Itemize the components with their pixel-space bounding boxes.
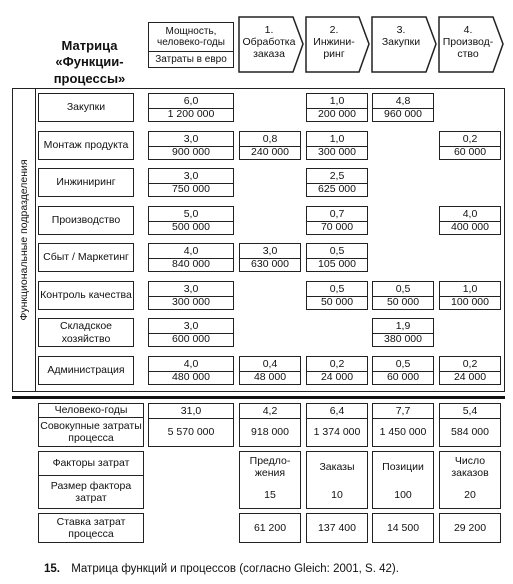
summary-label-box — [38, 403, 144, 447]
department-process-cell — [239, 131, 301, 160]
department-process-cell-bottom: 300 000 — [318, 146, 356, 159]
department-process-cell-bottom: 630 000 — [251, 258, 289, 271]
department-process-cell-top: 1,0 — [440, 282, 500, 297]
process-num-4: 4. — [463, 24, 473, 36]
department-total-cell-top: 3,0 — [149, 169, 233, 184]
summary-cell — [439, 403, 501, 447]
department-total-cell-bottom: 900 000 — [172, 146, 210, 159]
department-process-cell-top: 0,8 — [240, 132, 300, 147]
department-total-cell-top: 4,0 — [149, 357, 233, 372]
driver-cell — [239, 451, 301, 509]
department-process-cell-top: 0,2 — [440, 132, 500, 147]
department-process-cell — [306, 356, 368, 385]
department-process-cell — [239, 243, 301, 272]
department-total-cell — [148, 243, 234, 272]
process-name-1: Обработка заказа — [242, 36, 296, 61]
department-process-cell — [439, 281, 501, 310]
total-costs-label: Совокупные затраты процесса — [40, 419, 142, 444]
department-process-cell-bottom: 50 000 — [386, 296, 420, 309]
department-total-cell-bottom: 750 000 — [172, 183, 210, 196]
department-total-cell-bottom: 600 000 — [172, 333, 210, 346]
department-process-cell-bottom: 380 000 — [384, 333, 422, 346]
rate-label: Ставка затрат процесса — [56, 515, 126, 540]
department-process-cell-bottom: 24 000 — [320, 371, 354, 384]
department-total-cell-top: 3,0 — [149, 319, 233, 334]
department-process-cell-top: 1,9 — [373, 319, 433, 334]
driver-cell — [439, 451, 501, 509]
header-key-costs: Затраты в евро — [155, 53, 227, 65]
department-process-cell-bottom: 400 000 — [451, 221, 489, 234]
total-costs-value: 5 570 000 — [167, 426, 215, 438]
figure-caption — [44, 563, 504, 575]
department-total-cell-top: 6,0 — [149, 94, 233, 109]
process-label-4 — [440, 24, 496, 60]
department-label: Складское хозяйство — [38, 318, 134, 347]
process-label-2 — [306, 24, 362, 60]
rate-value: 29 200 — [439, 513, 501, 543]
department-total-cell-bottom: 840 000 — [172, 258, 210, 271]
factor-size-value: 20 — [464, 489, 476, 501]
cost-factor-value: Число заказов — [451, 454, 489, 479]
department-process-cell — [439, 356, 501, 385]
department-process-cell — [306, 131, 368, 160]
department-total-cell-top: 3,0 — [149, 282, 233, 297]
department-total-cell — [148, 168, 234, 197]
total-costs-value: 1 450 000 — [379, 426, 427, 438]
department-process-cell — [439, 206, 501, 235]
department-label: Инжиниринг — [38, 168, 134, 197]
department-total-cell-bottom: 1 200 000 — [167, 108, 215, 121]
factor-size-value: 15 — [264, 489, 276, 501]
summary-cell — [306, 403, 368, 447]
department-process-cell — [306, 168, 368, 197]
department-process-cell — [306, 206, 368, 235]
process-num-1: 1. — [264, 24, 274, 36]
department-process-cell — [372, 318, 434, 347]
department-process-cell — [372, 281, 434, 310]
department-process-cell-bottom: 625 000 — [318, 183, 356, 196]
department-process-cell-top: 4,8 — [373, 94, 433, 109]
department-process-cell — [306, 281, 368, 310]
department-total-cell-top: 5,0 — [149, 207, 233, 222]
total-costs-value: 918 000 — [251, 426, 289, 438]
department-label: Сбыт / Маркетинг — [38, 243, 134, 272]
person-years-value: 31,0 — [149, 404, 233, 419]
cost-factor-value: Заказы — [319, 460, 355, 473]
department-total-cell-bottom: 480 000 — [172, 371, 210, 384]
header-key-capacity: Мощность, человеко-годы — [149, 23, 233, 52]
department-process-cell-bottom: 960 000 — [384, 108, 422, 121]
department-process-cell-top: 0,7 — [307, 207, 367, 222]
department-total-cell-top: 3,0 — [149, 132, 233, 147]
department-label: Монтаж продукта — [38, 131, 134, 160]
process-label-3 — [373, 24, 429, 48]
department-process-cell-top: 0,4 — [240, 357, 300, 372]
department-process-cell-bottom: 60 000 — [386, 371, 420, 384]
process-num-2: 2. — [329, 24, 339, 36]
department-process-cell-bottom: 24 000 — [453, 371, 487, 384]
department-total-cell-bottom: 300 000 — [172, 296, 210, 309]
summary-cell — [372, 403, 434, 447]
person-years-value: 6,4 — [307, 404, 367, 419]
department-process-cell-bottom: 200 000 — [318, 108, 356, 121]
title-line1: Матрица — [61, 38, 118, 53]
caption-number: 15. — [44, 563, 60, 575]
department-process-cell — [372, 93, 434, 122]
department-process-cell-top: 0,5 — [373, 282, 433, 297]
department-process-cell-bottom: 48 000 — [253, 371, 287, 384]
drivers-label-box — [38, 451, 144, 509]
person-years-value: 4,2 — [240, 404, 300, 419]
department-total-cell — [148, 93, 234, 122]
department-process-cell-top: 4,0 — [440, 207, 500, 222]
driver-cell — [306, 451, 368, 509]
factor-size-value: 10 — [331, 489, 343, 501]
department-total-cell — [148, 281, 234, 310]
department-process-cell-bottom: 105 000 — [318, 258, 356, 271]
department-process-cell-bottom: 50 000 — [320, 296, 354, 309]
department-process-cell — [439, 131, 501, 160]
factor-size-label: Размер фактора затрат — [50, 479, 132, 504]
process-label-1 — [240, 24, 298, 60]
section-separator — [12, 396, 505, 399]
department-process-cell-top: 0,5 — [307, 282, 367, 297]
side-label: Функциональные подразделения — [18, 159, 30, 321]
department-process-cell — [306, 243, 368, 272]
department-process-cell-top: 0,5 — [373, 357, 433, 372]
person-years-label: Человеко-годы — [39, 404, 143, 418]
department-total-cell — [148, 318, 234, 347]
rate-value: 137 400 — [306, 513, 368, 543]
total-costs-value: 1 374 000 — [313, 426, 361, 438]
department-process-cell-top: 3,0 — [240, 244, 300, 259]
department-total-cell-top: 4,0 — [149, 244, 233, 259]
summary-cell — [148, 403, 234, 447]
process-name-3: Закупки — [381, 36, 421, 49]
department-process-cell-bottom: 100 000 — [451, 296, 489, 309]
cost-factor-label: Факторы затрат — [39, 452, 143, 476]
department-total-cell — [148, 131, 234, 160]
department-process-cell-top: 0,5 — [307, 244, 367, 259]
department-total-cell — [148, 356, 234, 385]
department-process-cell-top: 0,2 — [440, 357, 500, 372]
rate-label-box — [38, 513, 144, 543]
summary-cell — [239, 403, 301, 447]
department-process-cell-bottom: 70 000 — [320, 221, 354, 234]
department-process-cell-top: 1,0 — [307, 94, 367, 109]
title-line2: «Функции-процессы» — [53, 54, 126, 86]
process-num-3: 3. — [396, 24, 406, 36]
factor-size-value: 100 — [394, 489, 412, 501]
cost-factor-value: Позиции — [382, 460, 424, 473]
department-total-cell — [148, 206, 234, 235]
department-process-cell-top: 0,2 — [307, 357, 367, 372]
department-process-cell-top: 1,0 — [307, 132, 367, 147]
department-label: Закупки — [38, 93, 134, 122]
department-process-cell — [306, 93, 368, 122]
driver-cell — [372, 451, 434, 509]
caption-text: Матрица функций и процессов (согласно Gleich: 2001, S. 42). — [71, 563, 399, 575]
department-process-cell-bottom: 60 000 — [453, 146, 487, 159]
department-process-cell-top: 2,5 — [307, 169, 367, 184]
process-name-4: Производ-ство — [442, 36, 494, 61]
department-label: Контроль качества — [38, 281, 134, 310]
rate-value: 14 500 — [372, 513, 434, 543]
person-years-value: 5,4 — [440, 404, 500, 419]
person-years-value: 7,7 — [373, 404, 433, 419]
department-label: Администрация — [38, 356, 134, 385]
department-process-cell — [372, 356, 434, 385]
department-process-cell-bottom: 240 000 — [251, 146, 289, 159]
department-total-cell-bottom: 500 000 — [172, 221, 210, 234]
cost-factor-value: Предло-жения — [249, 454, 291, 479]
department-label: Производство — [38, 206, 134, 235]
rate-value: 61 200 — [239, 513, 301, 543]
department-process-cell — [239, 356, 301, 385]
process-name-2: Инжини-ринг — [313, 36, 355, 61]
total-costs-value: 584 000 — [451, 426, 489, 438]
